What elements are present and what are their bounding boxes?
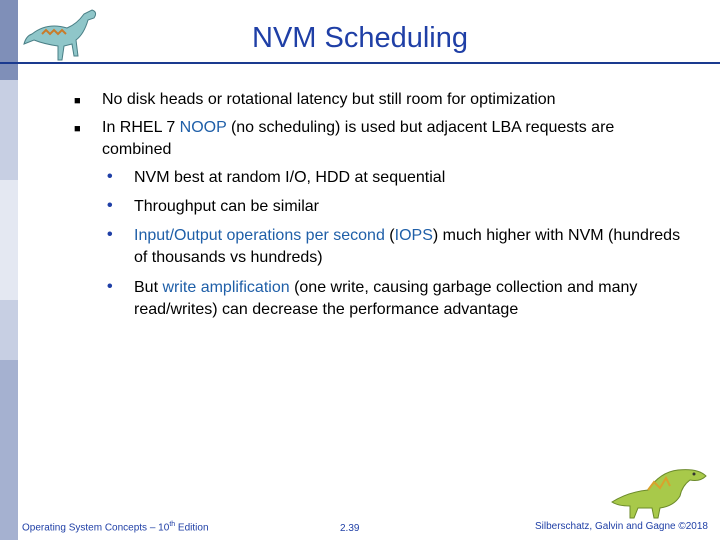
dot-bullet-icon: • [107, 168, 113, 185]
title-underline [0, 62, 720, 64]
highlight-term: NOOP [179, 119, 227, 136]
highlight-term: write amplification [162, 279, 290, 296]
footer [0, 521, 720, 539]
page-title: NVM Scheduling [252, 22, 468, 54]
dot-bullet-icon: • [107, 197, 113, 214]
sub-bullet-item: • But write amplification (one write, causing garbage collection and many read/writes) can decrease the performance advantage [107, 278, 638, 318]
left-sidebar [0, 0, 18, 540]
dinosaur-icon [608, 462, 712, 522]
highlight-term: IOPS [394, 227, 433, 244]
bullet-item: ■ No disk heads or rotational latency but still room for optimization [74, 89, 684, 111]
footer-book-title: Operating System Concepts – 10th Edition [22, 521, 209, 534]
sub-bullet-item: • Throughput can be similar [107, 197, 319, 215]
bullet-item: ■ In RHEL 7 NOOP (no scheduling) is used but adjacent LBA requests are combined [74, 119, 615, 158]
bullet-list [74, 89, 684, 328]
highlight-term: Input/Output operations per second [134, 227, 385, 244]
page-number: 2.39 [340, 523, 360, 534]
square-bullet-icon: ■ [74, 123, 81, 135]
dot-bullet-icon: • [107, 226, 113, 243]
dot-bullet-icon: • [107, 278, 113, 295]
square-bullet-icon: ■ [74, 95, 81, 107]
sub-bullet-item: • NVM best at random I/O, HDD at sequential [107, 168, 446, 186]
sub-bullet-item: • Input/Output operations per second (IOPS) much higher with NVM (hundreds of thousands vs hundreds) [107, 226, 681, 266]
footer-copyright: Silberschatz, Galvin and Gagne ©2018 [534, 521, 708, 532]
